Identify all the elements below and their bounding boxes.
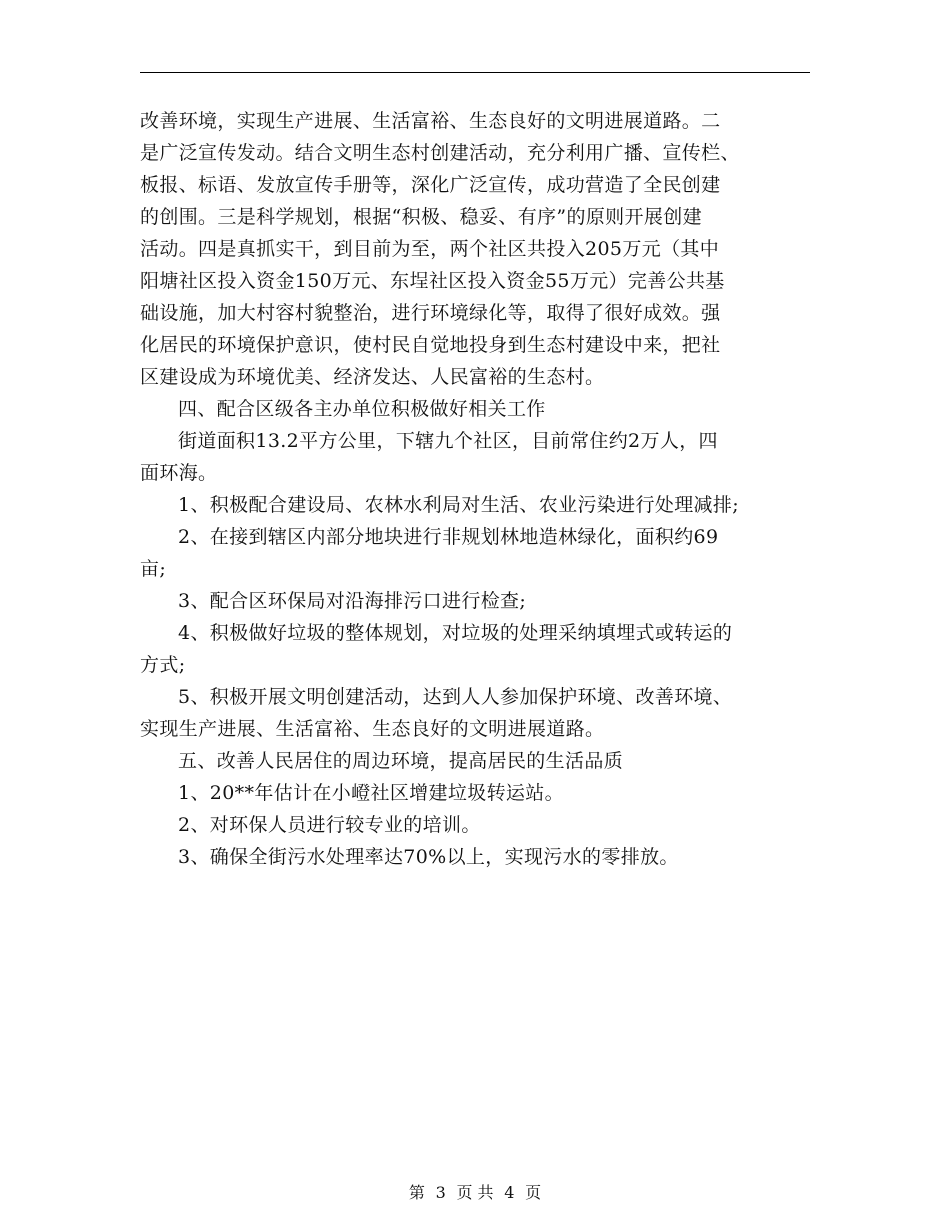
text-line: 1、积极配合建设局、农林水利局对生活、农业污染进行处理减排;: [178, 494, 739, 516]
text-line: 四、配合区级各主办单位积极做好相关工作: [178, 398, 546, 420]
text-line: 2、在接到辖区内部分地块进行非规划林地造林绿化，面积约69: [178, 526, 719, 548]
text-line: 阳塘社区投入资金150万元、东埕社区投入资金55万元）完善公共基: [140, 270, 725, 292]
footer-label-pages: 页: [525, 1183, 542, 1202]
footer-label-page: 第: [408, 1183, 425, 1202]
text-line: 3、配合区环保局对沿海排污口进行检查;: [178, 590, 527, 612]
text-line: 改善环境，实现生产进展、生活富裕、生态良好的文明进展道路。二: [140, 110, 721, 132]
footer-total-pages: 4: [504, 1183, 515, 1202]
text-line: 五、改善人民居住的周边环境，提高居民的生活品质: [178, 750, 624, 772]
text-line: 活动。四是真抓实干，到目前为至，两个社区共投入205万元（其中: [140, 238, 720, 260]
header-rule: [140, 72, 810, 73]
text-line: 3、确保全街污水处理率达70%以上，实现污水的零排放。: [178, 846, 679, 868]
text-line: 街道面积13.2平方公里，下辖九个社区，目前常住约2万人，四: [178, 430, 718, 452]
text-line: 亩;: [140, 558, 167, 580]
text-line: 5、积极开展文明创建活动，达到人人参加保护环境、改善环境、: [178, 686, 733, 708]
text-line: 4、积极做好垃圾的整体规划，对垃圾的处理采纳填埋式或转运的: [178, 622, 733, 644]
text-line: 方式;: [140, 654, 186, 676]
text-line: 1、20**年估计在小嶝社区增建垃圾转运站。: [178, 782, 564, 804]
text-line: 面环海。: [140, 462, 218, 484]
text-line: 板报、标语、发放宣传手册等，深化广泛宣传，成功营造了全民创建: [140, 174, 721, 196]
text-line: 化居民的环境保护意识，使村民自觉地投身到生态村建设中来，把社: [140, 334, 721, 356]
text-line: 实现生产进展、生活富裕、生态良好的文明进展道路。: [140, 718, 605, 740]
footer-label-of: 页 共: [456, 1183, 494, 1202]
text-line: 础设施，加大村容村貌整治，进行环境绿化等，取得了很好成效。强: [140, 302, 721, 324]
page-footer: [0, 1182, 950, 1204]
text-line: 2、对环保人员进行较专业的培训。: [178, 814, 481, 836]
document-body: [140, 105, 815, 873]
text-line: 是广泛宣传发动。结合文明生态村创建活动，充分利用广播、宣传栏、: [140, 142, 740, 164]
text-line: 区建设成为环境优美、经济发达、人民富裕的生态村。: [140, 366, 605, 388]
footer-current-page: 3: [435, 1183, 446, 1202]
text-line: 的创围。三是科学规划，根据“积极、稳妥、有序”的原则开展创建: [140, 206, 702, 228]
